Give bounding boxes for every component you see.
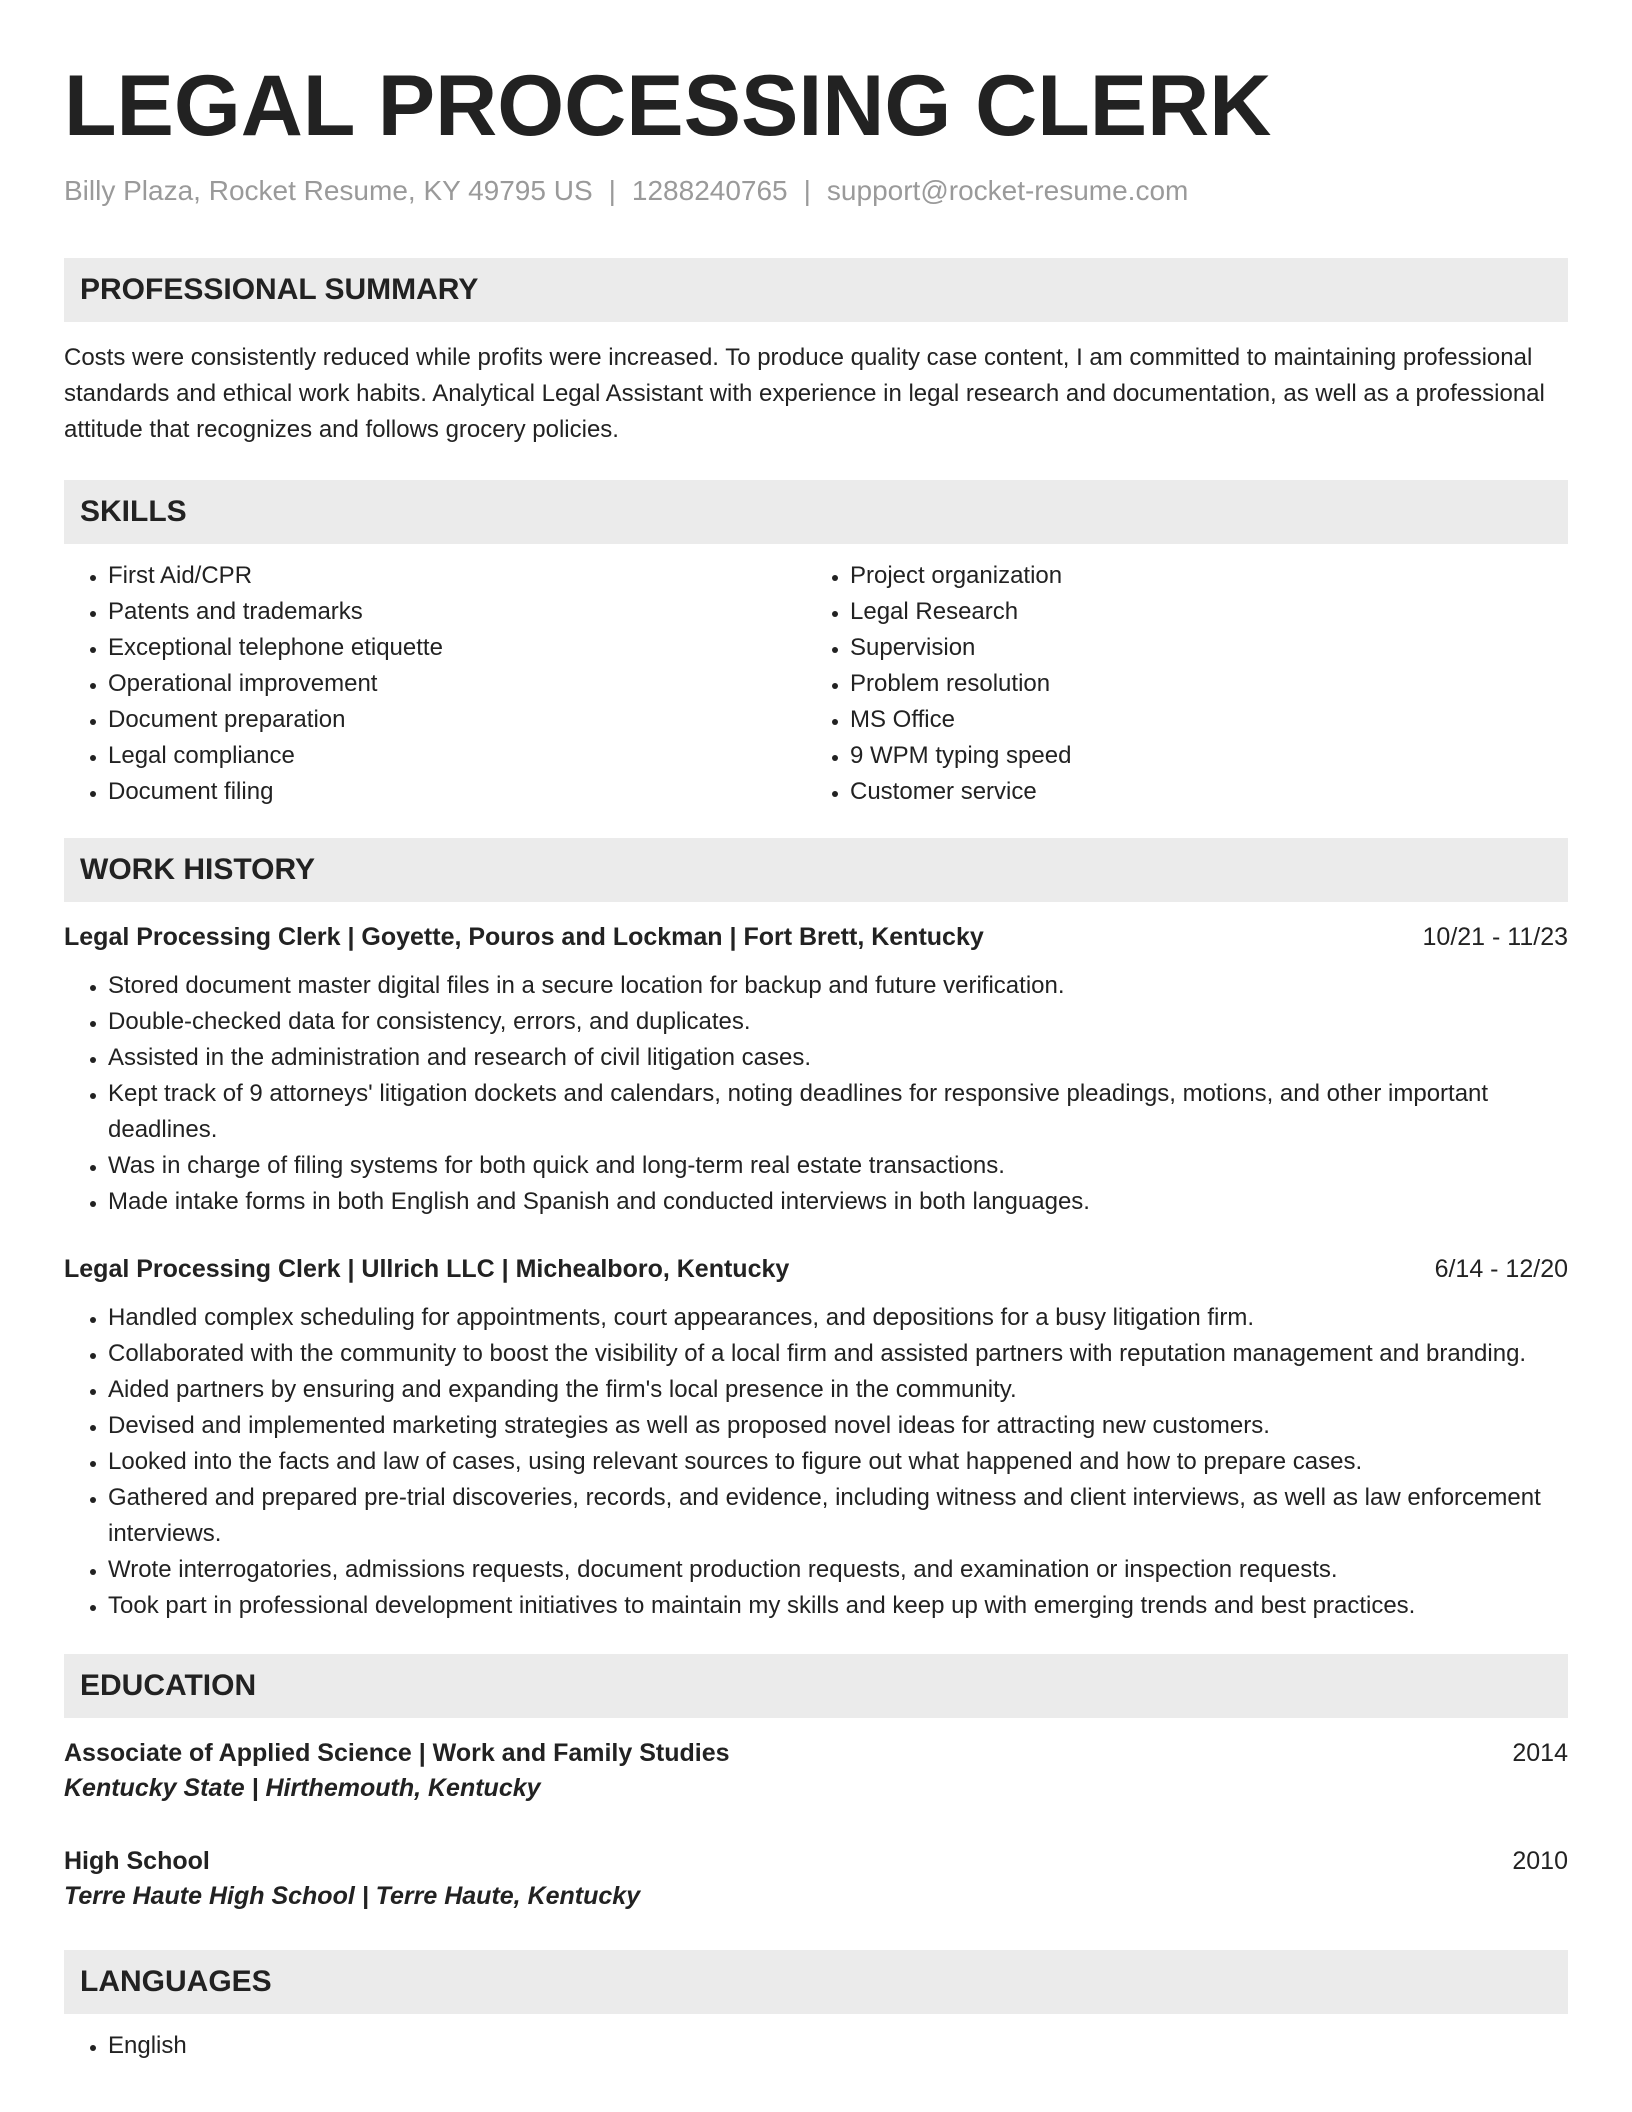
job-bullet: • Was in charge of filing systems for both quick and long-term real estate transactions.: [108, 1148, 1568, 1184]
skills-column-right: [806, 558, 1548, 810]
skill-item: • MS Office: [850, 702, 1548, 738]
skill-item: • Patents and trademarks: [108, 594, 806, 630]
job-bullet: • Looked into the facts and law of cases, using relevant sources to figure out what happened and how to prepare cases.: [108, 1444, 1568, 1480]
job-bullet: • Stored document master digital files in a secure location for backup and future verification.: [108, 968, 1568, 1004]
job-header: [64, 1252, 1568, 1286]
school-name: Terre Haute High School | Terre Haute, Kentucky: [64, 1882, 641, 1910]
languages-list: [64, 2028, 1568, 2064]
section-heading-languages: LANGUAGES: [64, 1950, 1568, 2014]
job-title: Legal Processing Clerk | Goyette, Pouros and Lockman | Fort Brett, Kentucky: [64, 923, 984, 951]
contact-phone: 1288240765: [631, 175, 788, 206]
skill-item: • Document filing: [108, 774, 806, 810]
contact-address: Billy Plaza, Rocket Resume, KY 49795 US: [64, 175, 593, 206]
skill-item: • Operational improvement: [108, 666, 806, 702]
job-bullet: • Wrote interrogatories, admissions requests, document production requests, and examination or inspection requests.: [108, 1552, 1568, 1588]
job-bullet: • Made intake forms in both English and Spanish and conducted interviews in both languages.: [108, 1184, 1568, 1220]
skill-item: • Customer service: [850, 774, 1548, 810]
job-dates: 10/21 - 11/23: [1422, 923, 1568, 951]
section-heading-education: EDUCATION: [64, 1654, 1568, 1718]
job-bullet: • Collaborated with the community to boost the visibility of a local firm and assisted partners with reputation management and branding.: [108, 1336, 1568, 1372]
section-heading-work-history: WORK HISTORY: [64, 838, 1568, 902]
job-dates: 6/14 - 12/20: [1434, 1255, 1568, 1283]
job-bullet: • Gathered and prepared pre-trial discoveries, records, and evidence, including witness and client interviews, as well as law enforcement interviews.: [108, 1480, 1568, 1552]
summary-text: Costs were consistently reduced while profits were increased. To produce quality case content, I am committed to maintaining professional standards and ethical work habits. Analytical Legal Assistant with experience in legal research and documentation, as well as a professional attitude that recognizes and follows grocery policies.: [64, 344, 1545, 443]
contact-separator: |: [803, 175, 811, 206]
candidate-title: LEGAL PROCESSING CLERK: [64, 58, 1272, 154]
skill-item: • Document preparation: [108, 702, 806, 738]
education-header: [64, 1736, 1568, 1770]
job-title: Legal Processing Clerk | Ullrich LLC | Michealboro, Kentucky: [64, 1255, 790, 1283]
section-heading-skills: SKILLS: [64, 480, 1568, 544]
job-bullet: • Handled complex scheduling for appointments, court appearances, and depositions for a busy litigation firm.: [108, 1300, 1568, 1336]
degree-title: Associate of Applied Science | Work and Family Studies: [64, 1739, 730, 1767]
job-bullet: • Double-checked data for consistency, errors, and duplicates.: [108, 1004, 1568, 1040]
job-bullet: • Kept track of 9 attorneys' litigation dockets and calendars, noting deadlines for responsive pleadings, motions, and other important deadlines.: [108, 1076, 1568, 1148]
section-heading-summary: PROFESSIONAL SUMMARY: [64, 258, 1568, 322]
contact-email: support@rocket-resume.com: [826, 175, 1189, 206]
skill-item: • Problem resolution: [850, 666, 1548, 702]
skill-item: • First Aid/CPR: [108, 558, 806, 594]
job-bullets: [64, 1300, 1568, 1624]
skills-list: [64, 558, 1568, 810]
job-bullet: • Devised and implemented marketing strategies as well as proposed novel ideas for attracting new customers.: [108, 1408, 1568, 1444]
skill-item: • Exceptional telephone etiquette: [108, 630, 806, 666]
job-bullets: [64, 968, 1568, 1220]
job-header: [64, 920, 1568, 954]
contact-separator: |: [608, 175, 616, 206]
skill-item: • Project organization: [850, 558, 1548, 594]
job-bullet: • Assisted in the administration and research of civil litigation cases.: [108, 1040, 1568, 1076]
skill-item: • Supervision: [850, 630, 1548, 666]
contact-line: [64, 174, 1568, 208]
school-name: Kentucky State | Hirthemouth, Kentucky: [64, 1774, 541, 1802]
skill-item: • 9 WPM typing speed: [850, 738, 1548, 774]
education-header: [64, 1844, 1568, 1878]
degree-title: High School: [64, 1847, 210, 1875]
skill-item: • Legal compliance: [108, 738, 806, 774]
job-bullet: • Aided partners by ensuring and expanding the firm's local presence in the community.: [108, 1372, 1568, 1408]
skills-column-left: [64, 558, 806, 810]
education-year: 2014: [1512, 1739, 1568, 1767]
language-item: • English: [108, 2028, 1568, 2064]
job-bullet: • Took part in professional development initiatives to maintain my skills and keep up with emerging trends and best practices.: [108, 1588, 1568, 1624]
skill-item: • Legal Research: [850, 594, 1548, 630]
education-year: 2010: [1512, 1847, 1568, 1875]
